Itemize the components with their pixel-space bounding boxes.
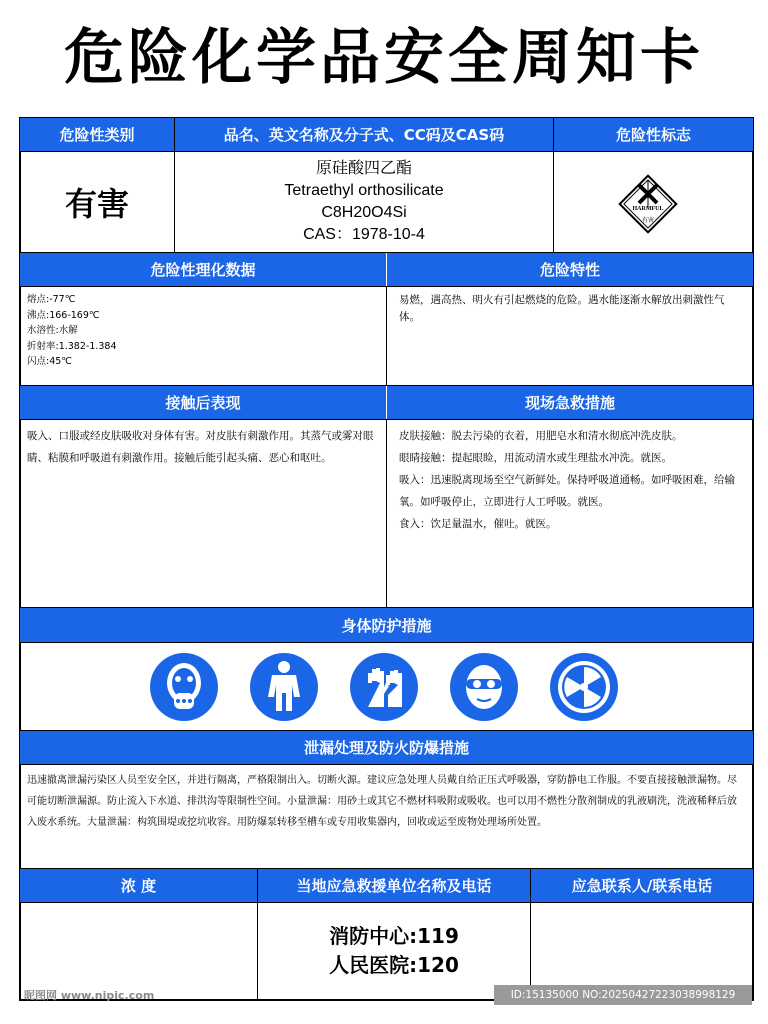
gloves-icon	[350, 653, 418, 721]
spill-fire-text: 迅速撤离泄漏污染区人员至安全区，并进行隔离，严格限制出入。切断火源。建议应急处理人员戴自给正压式呼吸器，穿防静电工作服。不要直接接触泄漏物。尽可能切断泄漏源。防止流入下水道、排洪沟等限制性空间。小量泄漏：用砂土或其它不燃材料吸附或吸收。也可以用不燃性分散剂制成的乳液刷洗，洗液稀释后放入废水系统。大量泄漏：构筑围堤或挖坑收容。用防爆泵转移至槽车或专用收集器内，回收或运至废物处理场所处置。	[27, 775, 737, 828]
header-spill-fire: 泄漏处理及防火防爆措施	[20, 731, 753, 764]
divider	[553, 118, 554, 253]
footer-bar	[0, 985, 768, 1007]
physchem-item: 折射率:1.382-1.384	[27, 340, 117, 352]
header-concentration: 浓 度	[20, 869, 257, 902]
goggles-icon	[450, 653, 518, 721]
rescue-fire-center: 消防中心:119	[329, 924, 459, 948]
physchem-item: 沸点:166-169℃	[27, 309, 100, 321]
product-en-name: Tetraethyl orthosilicate	[284, 182, 444, 199]
divider	[386, 419, 387, 608]
first-aid-item: 皮肤接触：脱去污染的衣着，用肥皂水和清水彻底冲洗皮肤。	[399, 430, 683, 442]
divider	[530, 869, 531, 1000]
contact-symptoms-text: 吸入、口服或经皮肤吸收对身体有害。对皮肤有刺激作用。其蒸气或雾对眼睛、粘膜和呼吸道有刺激作用。接触后能引起头痛、恶心和呕吐。	[27, 430, 374, 464]
physchem-item: 水溶性:水解	[27, 325, 78, 336]
divider	[20, 764, 753, 765]
divider	[20, 286, 753, 287]
physchem-list	[27, 292, 377, 370]
header-physchem: 危险性理化数据	[20, 253, 386, 286]
product-cas: CAS：1978-10-4	[303, 226, 425, 243]
product-cn-name: 原硅酸四乙酯	[315, 160, 412, 177]
header-hazard-label: 危险性标志	[554, 118, 753, 151]
hazard-symbol-cn: 有害	[641, 217, 654, 224]
page-title: 危险化学品安全周知卡	[64, 23, 704, 93]
first-aid-item: 吸入：迅速脱离现场至空气新鲜处。保持呼吸道通畅。如呼吸困难，给输氧。如呼吸停止，立即进行人工呼吸。就医。	[399, 474, 735, 508]
divider	[386, 286, 387, 386]
header-hazard-category: 危险性类别	[20, 118, 174, 151]
gas-mask-icon	[150, 653, 218, 721]
header-product-names: 品名、英文名称及分子式、CC码及CAS码	[175, 118, 553, 151]
header-hazard-features: 危险特性	[387, 253, 753, 286]
rescue-hospital: 人民医院:120	[329, 953, 459, 977]
divider	[20, 902, 753, 903]
product-info	[175, 158, 553, 252]
header-contact-symptoms: 接触后表现	[20, 386, 386, 419]
header-first-aid: 现场急救措施	[387, 386, 753, 419]
hazard-symbol-en: HARMFUL	[632, 206, 664, 212]
protective-suit-icon	[250, 653, 318, 721]
physchem-item: 熔点:-77℃	[27, 294, 76, 305]
header-contact: 应急联系人/联系电话	[531, 869, 753, 902]
first-aid-item: 眼睛接触：提起眼睑，用流动清水或生理盐水冲洗。就医。	[399, 452, 672, 464]
divider	[20, 419, 753, 420]
first-aid-item: 食入：饮足量温水，催吐。就医。	[399, 518, 557, 530]
header-local-rescue: 当地应急救援单位名称及电话	[258, 869, 530, 902]
first-aid-list	[399, 425, 745, 535]
image-id-text: ID:15135000 NO:20250427223038998129	[494, 985, 752, 1005]
rescue-info	[258, 922, 530, 980]
hazard-category-value: 有害	[64, 185, 129, 223]
watermark-text: 昵图网 www.nipic.com	[24, 989, 155, 1002]
product-formula: C8H20O4Si	[321, 204, 407, 221]
harmful-cross-icon	[612, 168, 684, 240]
header-body-protection: 身体防护措施	[20, 608, 753, 642]
divider	[20, 642, 753, 643]
radiation-shield-icon	[550, 653, 618, 721]
hazard-features-text: 易燃，遇高热、明火有引起燃烧的危险。遇水能逐渐水解放出刺激性气体。	[399, 294, 725, 323]
physchem-item: 闪点:45℃	[27, 356, 72, 367]
